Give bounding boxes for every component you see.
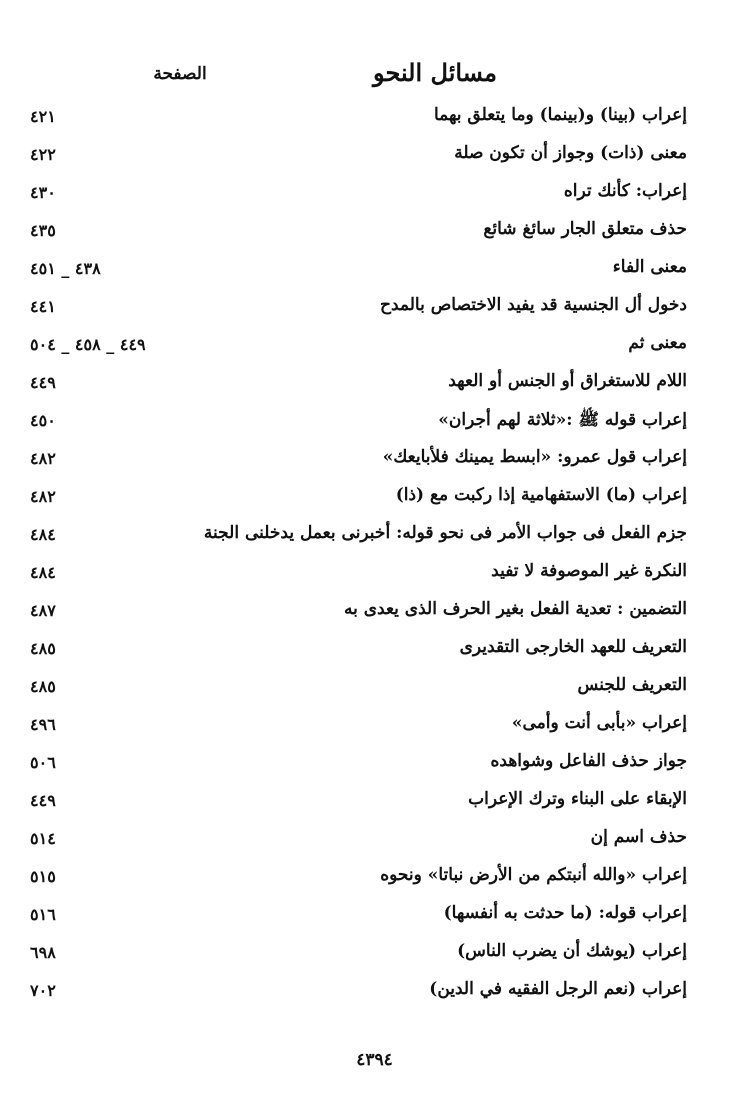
index-row-page: ٤٣٥ bbox=[30, 221, 56, 240]
index-row-label: إعراب (بينا) و(بينما) وما يتعلق بهما bbox=[433, 105, 687, 125]
index-row-label: إعراب قوله ﷺ :«ثلاثة لهم أجران» bbox=[438, 410, 687, 430]
index-row-page: ٧٠٢ bbox=[30, 981, 56, 1000]
index-row-page: ٤٣٨ _ ٤٥١ bbox=[30, 259, 101, 278]
index-row bbox=[0, 556, 749, 594]
index-row bbox=[0, 100, 749, 138]
index-row-label: النكرة غير الموصوفة لا تفيد bbox=[491, 561, 687, 581]
index-row-label: معنى الفاء bbox=[612, 257, 687, 277]
page-number: ٤٣٩٤ bbox=[356, 1050, 393, 1070]
index-row-page: ٤٢٢ bbox=[30, 145, 56, 164]
index-row-page: ٤٢١ bbox=[30, 107, 56, 126]
index-row bbox=[0, 670, 749, 708]
index-row-page: ٥١٦ bbox=[30, 905, 56, 924]
index-row-label: إعراب: كأنك تراه bbox=[563, 181, 687, 201]
index-row-page: ٤٨٢ bbox=[30, 449, 56, 468]
index-row bbox=[0, 518, 749, 556]
index-row-page: ٤٨٤ bbox=[30, 563, 56, 582]
index-row-label: الإبقاء على البناء وترك الإعراب bbox=[468, 789, 687, 809]
index-row-label: جواز حذف الفاعل وشواهده bbox=[490, 751, 687, 771]
index-row bbox=[0, 632, 749, 670]
index-row bbox=[0, 252, 749, 290]
index-row bbox=[0, 442, 749, 480]
index-row-label: اللام للاستغراق أو الجنس أو العهد bbox=[448, 371, 687, 391]
page-header bbox=[0, 58, 749, 98]
index-row-page: ٤٨٥ bbox=[30, 639, 56, 658]
index-row bbox=[0, 936, 749, 974]
index-row-page: ٤٩٦ bbox=[30, 715, 56, 734]
index-row bbox=[0, 898, 749, 936]
index-row-page: ٤٥٠ bbox=[30, 411, 56, 430]
index-row bbox=[0, 214, 749, 252]
index-row-label: التعريف للعهد الخارجى التقديرى bbox=[459, 637, 687, 657]
index-row bbox=[0, 974, 749, 1012]
index-row bbox=[0, 290, 749, 328]
index-row-page: ٤٣٠ bbox=[30, 183, 56, 202]
page-column-header: الصفحة bbox=[153, 64, 207, 84]
index-list bbox=[0, 100, 749, 1012]
index-row-label: التضمين : تعدية الفعل بغير الحرف الذى يعدى به bbox=[343, 599, 687, 619]
index-row-label: معنى (ذات) وجواز أن تكون صلة bbox=[454, 143, 687, 163]
index-row bbox=[0, 784, 749, 822]
index-row-label: معنى ثم bbox=[628, 333, 687, 353]
index-row-label: إعراب (نعم الرجل الفقيه في الدين) bbox=[429, 979, 687, 999]
index-row bbox=[0, 746, 749, 784]
index-row bbox=[0, 138, 749, 176]
index-row-page: ٤٨٢ bbox=[30, 487, 56, 506]
index-row-page: ٤٨٧ bbox=[30, 601, 56, 620]
index-row bbox=[0, 328, 749, 366]
index-row bbox=[0, 860, 749, 898]
index-row-page: ٤٤٩ bbox=[30, 373, 56, 392]
index-row-page: ٥١٥ bbox=[30, 867, 56, 886]
index-row-page: ٤٤٩ _ ٤٥٨ _ ٥٠٤ bbox=[30, 335, 146, 354]
index-row-label: إعراب قول عمرو: «ابسط يمينك فلأبايعك» bbox=[382, 447, 687, 467]
index-row bbox=[0, 594, 749, 632]
index-row-label: جزم الفعل فى جواب الأمر فى نحو قوله: أخبرنى بعمل يدخلنى الجنة bbox=[203, 523, 687, 543]
index-row-label: إعراب «بأبى أنت وأمى» bbox=[511, 713, 687, 733]
index-row-label: حذف متعلق الجار سائغ شائع bbox=[483, 219, 687, 239]
index-row-page: ٥١٤ bbox=[30, 829, 56, 848]
index-row-label: حذف اسم إن bbox=[590, 827, 687, 847]
index-row-page: ٤٤٩ bbox=[30, 791, 56, 810]
index-row-label: إعراب «والله أنبتكم من الأرض نباتا» ونحوه bbox=[380, 865, 687, 885]
index-row bbox=[0, 480, 749, 518]
index-row-label: إعراب قوله: (ما حدثت به أنفسها) bbox=[443, 903, 687, 923]
index-row bbox=[0, 822, 749, 860]
index-row bbox=[0, 176, 749, 214]
index-row-label: دخول أل الجنسية قد يفيد الاختصاص بالمدح bbox=[380, 295, 687, 315]
index-row-label: إعراب (يوشك أن يضرب الناس) bbox=[457, 941, 687, 961]
index-row-page: ٦٩٨ bbox=[30, 943, 56, 962]
index-row bbox=[0, 708, 749, 746]
index-row bbox=[0, 404, 749, 442]
index-row-label: إعراب (ما) الاستفهامية إذا ركبت مع (ذا) bbox=[395, 485, 687, 505]
index-row-page: ٤٤١ bbox=[30, 297, 56, 316]
index-row-page: ٤٨٥ bbox=[30, 677, 56, 696]
index-row bbox=[0, 366, 749, 404]
index-row-page: ٥٠٦ bbox=[30, 753, 56, 772]
index-row-label: التعريف للجنس bbox=[577, 675, 687, 695]
index-row-page: ٤٨٤ bbox=[30, 525, 56, 544]
page-title: مسائل النحو bbox=[373, 58, 497, 87]
